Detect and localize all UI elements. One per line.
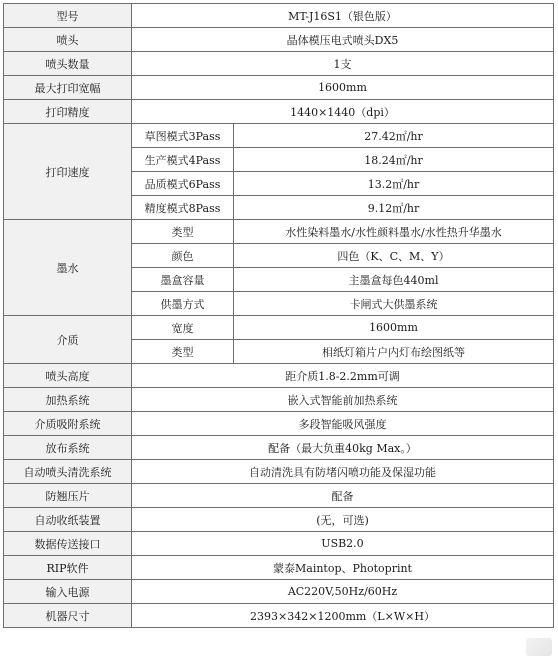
table-row <box>4 124 554 148</box>
row-label: 放布系统 <box>4 436 132 460</box>
media-attr-value: 1600mm <box>234 316 554 340</box>
table-row <box>4 316 554 340</box>
row-label: 自动喷头清洗系统 <box>4 460 132 484</box>
row-label: 型号 <box>4 4 132 28</box>
row-value: USB2.0 <box>132 532 554 556</box>
row-value: 多段智能吸风强度 <box>132 412 554 436</box>
row-value: 1支 <box>132 52 554 76</box>
table-row <box>4 508 554 532</box>
ink-attr-value: 水性染料墨水/水性颜料墨水/水性热升华墨水 <box>234 220 554 244</box>
row-label: 喷头数量 <box>4 52 132 76</box>
table-row <box>4 220 554 244</box>
row-label: 输入电源 <box>4 580 132 604</box>
print-speed-label: 打印速度 <box>4 124 132 220</box>
row-value: 配备 <box>132 484 554 508</box>
table-row <box>4 100 554 124</box>
print-mode-speed: 27.42㎡/hr <box>234 124 554 148</box>
row-label: 机器尺寸 <box>4 604 132 628</box>
ink-label: 墨水 <box>4 220 132 316</box>
media-attr-name: 宽度 <box>132 316 234 340</box>
table-row <box>4 28 554 52</box>
row-value: MT-J16S1（银色版） <box>132 4 554 28</box>
row-label: 最大打印宽幅 <box>4 76 132 100</box>
row-value: 1600mm <box>132 76 554 100</box>
row-label: 自动收纸装置 <box>4 508 132 532</box>
row-value: 蒙泰Maintop、Photoprint <box>132 556 554 580</box>
ink-attr-name: 类型 <box>132 220 234 244</box>
table-row <box>4 412 554 436</box>
print-mode-name: 品质模式6Pass <box>132 172 234 196</box>
table-row <box>4 76 554 100</box>
row-value: 2393×342×1200mm（L×W×H） <box>132 604 554 628</box>
media-attr-name: 类型 <box>132 340 234 364</box>
print-mode-name: 精度模式8Pass <box>132 196 234 220</box>
print-mode-speed: 13.2㎡/hr <box>234 172 554 196</box>
ink-attr-name: 供墨方式 <box>132 292 234 316</box>
watermark-logo-icon <box>526 638 552 656</box>
table-row <box>4 52 554 76</box>
row-value: (无，可选) <box>132 508 554 532</box>
row-value: 1440×1440（dpi） <box>132 100 554 124</box>
spec-table <box>3 3 554 628</box>
row-label: 喷头高度 <box>4 364 132 388</box>
print-mode-name: 草图模式3Pass <box>132 124 234 148</box>
row-value: 距介质1.8-2.2mm可调 <box>132 364 554 388</box>
row-label: 喷头 <box>4 28 132 52</box>
table-row <box>4 388 554 412</box>
row-value: 晶体模压电式喷头DX5 <box>132 28 554 52</box>
ink-attr-name: 颜色 <box>132 244 234 268</box>
ink-attr-name: 墨盒容量 <box>132 268 234 292</box>
row-label: 防翘压片 <box>4 484 132 508</box>
row-value: AC220V,50Hz/60Hz <box>132 580 554 604</box>
table-row <box>4 4 554 28</box>
table-row <box>4 556 554 580</box>
row-label: RIP软件 <box>4 556 132 580</box>
print-mode-name: 生产模式4Pass <box>132 148 234 172</box>
row-label: 介质吸附系统 <box>4 412 132 436</box>
ink-attr-value: 主墨盒每色440ml <box>234 268 554 292</box>
row-value: 嵌入式智能前加热系统 <box>132 388 554 412</box>
table-row <box>4 580 554 604</box>
row-value: 配备（最大负重40kg Max。） <box>132 436 554 460</box>
table-row <box>4 364 554 388</box>
ink-attr-value: 卡闸式大供墨系统 <box>234 292 554 316</box>
table-row <box>4 436 554 460</box>
table-row <box>4 532 554 556</box>
row-label: 打印精度 <box>4 100 132 124</box>
row-label: 数据传送接口 <box>4 532 132 556</box>
row-label: 加热系统 <box>4 388 132 412</box>
table-row <box>4 484 554 508</box>
media-attr-value: 相纸灯箱片户内灯布绘图纸等 <box>234 340 554 364</box>
table-row <box>4 460 554 484</box>
ink-attr-value: 四色（K、C、M、Y） <box>234 244 554 268</box>
print-mode-speed: 9.12㎡/hr <box>234 196 554 220</box>
print-mode-speed: 18.24㎡/hr <box>234 148 554 172</box>
media-label: 介质 <box>4 316 132 364</box>
table-row <box>4 604 554 628</box>
row-value: 自动清洗具有防堵闪喷功能及保湿功能 <box>132 460 554 484</box>
